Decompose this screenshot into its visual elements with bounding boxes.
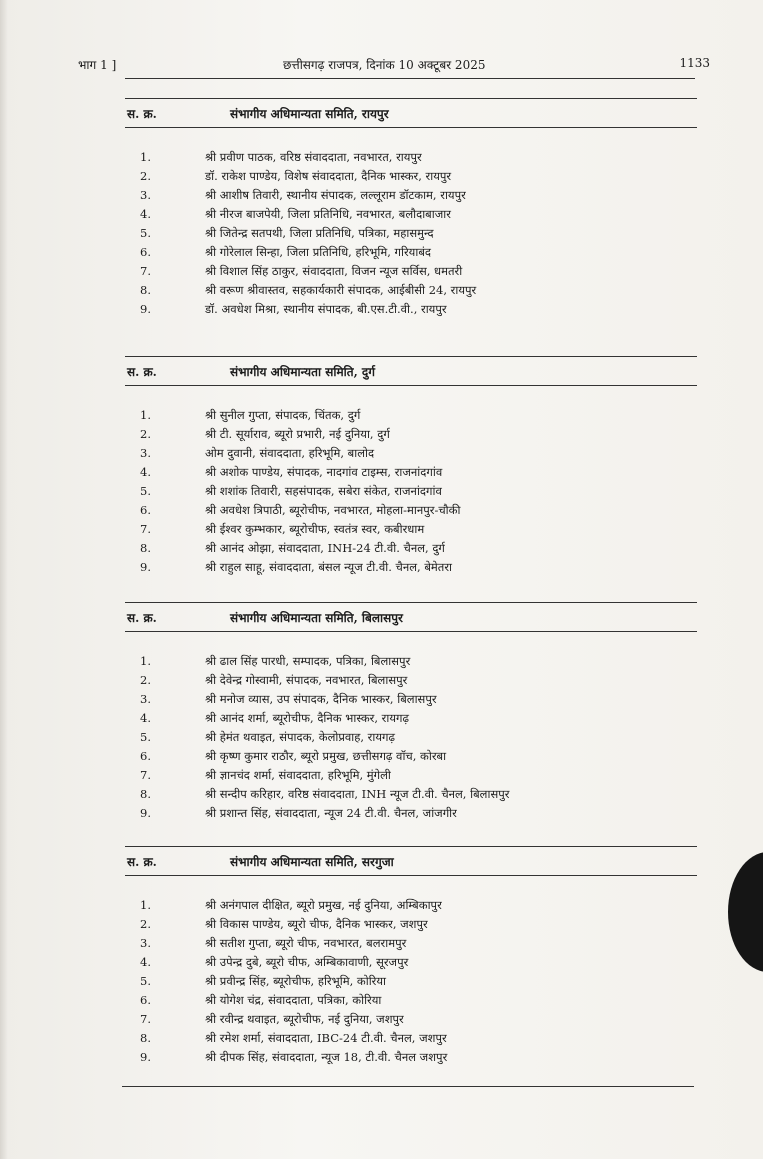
section-header [125, 846, 697, 876]
item-number: 8. [140, 541, 151, 555]
item-text: श्री विकास पाण्डेय, ब्यूरो चीफ, दैनिक भास्कर, जशपुर [205, 917, 428, 931]
member-list [125, 652, 697, 823]
item-number: 6. [140, 503, 151, 517]
member-list [125, 148, 697, 319]
list-item [125, 652, 697, 671]
item-number: 4. [140, 207, 151, 221]
page-edge-shadow [0, 0, 8, 1159]
item-text: श्री ढाल सिंह पारधी, सम्पादक, पत्रिका, बिलासपुर [205, 654, 411, 668]
section-title: संभागीय अधिमान्यता समिति, सरगुजा [230, 855, 394, 869]
item-number: 5. [140, 484, 151, 498]
list-item [125, 896, 697, 915]
item-number: 4. [140, 955, 151, 969]
list-item [125, 501, 697, 520]
item-text: श्री रमेश शर्मा, संवाददाता, IBC-24 टी.वी. चैनल, जशपुर [205, 1031, 447, 1045]
item-text: श्री वरूण श्रीवास्तव, सहकार्यकारी संपादक, आईबीसी 24, रायपुर [205, 283, 477, 297]
list-item [125, 671, 697, 690]
list-item [125, 915, 697, 934]
item-number: 3. [140, 188, 151, 202]
header-rule [125, 78, 695, 79]
serial-number-heading: स. क्र. [127, 611, 157, 625]
item-text: ओम दुवानी, संवाददाता, हरिभूमि, बालोद [205, 446, 375, 460]
item-text: डॉ. अवधेश मिश्रा, स्थानीय संपादक, बी.एस.टी.वी., रायपुर [205, 302, 447, 316]
item-text: श्री टी. सूर्याराव, ब्यूरो प्रभारी, नई दुनिया, दुर्ग [205, 427, 390, 441]
dark-shadow-blob [728, 852, 763, 972]
item-text: श्री नीरज बाजपेयी, जिला प्रतिनिधि, नवभारत, बलौदाबाजार [205, 207, 451, 221]
item-number: 4. [140, 711, 151, 725]
committee-section-durg [125, 356, 697, 577]
list-item [125, 804, 697, 823]
item-number: 3. [140, 692, 151, 706]
section-title: संभागीय अधिमान्यता समिति, रायपुर [230, 107, 389, 121]
list-item [125, 934, 697, 953]
section-header [125, 356, 697, 386]
item-text: श्री सन्दीप करिहार, वरिष्ठ संवाददाता, INH न्यूज टी.वी. चैनल, बिलासपुर [205, 787, 510, 801]
committee-section-bilaspur [125, 602, 697, 823]
item-text: श्री ज्ञानचंद शर्मा, संवाददाता, हरिभूमि, मुंगेली [205, 768, 391, 782]
item-number: 1. [140, 150, 151, 164]
item-number: 6. [140, 993, 151, 1007]
item-text: श्री आनंद ओझा, संवाददाता, INH-24 टी.वी. चैनल, दुर्ग [205, 541, 445, 555]
list-item [125, 953, 697, 972]
list-item [125, 463, 697, 482]
member-list [125, 896, 697, 1067]
list-item [125, 482, 697, 501]
list-item [125, 972, 697, 991]
item-text: श्री प्रशान्त सिंह, संवाददाता, न्यूज 24 टी.वी. चैनल, जांजगीर [205, 806, 457, 820]
item-number: 8. [140, 1031, 151, 1045]
list-item [125, 205, 697, 224]
item-number: 8. [140, 787, 151, 801]
item-text: श्री शशांक तिवारी, सहसंपादक, सबेरा संकेत, राजनांदगांव [205, 484, 442, 498]
member-list [125, 406, 697, 577]
item-text: श्री अवधेश त्रिपाठी, ब्यूरोचीफ, नवभारत, मोहला-मानपुर-चौकी [205, 503, 461, 517]
list-item [125, 747, 697, 766]
header-part-label: भाग 1 ] [78, 58, 117, 72]
list-item [125, 243, 697, 262]
list-item [125, 766, 697, 785]
item-number: 5. [140, 226, 151, 240]
item-text: श्री सतीश गुप्ता, ब्यूरो चीफ, नवभारत, बलरामपुर [205, 936, 407, 950]
item-text: श्री मनोज व्यास, उप संपादक, दैनिक भास्कर, बिलासपुर [205, 692, 437, 706]
bottom-rule [122, 1086, 694, 1087]
header-gazette-title: छत्तीसगढ़ राजपत्र, दिनांक 10 अक्टूबर 2025 [283, 58, 486, 72]
item-text: श्री आनंद शर्मा, ब्यूरोचीफ, दैनिक भास्कर, रायगढ़ [205, 711, 409, 725]
list-item [125, 709, 697, 728]
list-item [125, 991, 697, 1010]
list-item [125, 558, 697, 577]
item-number: 5. [140, 974, 151, 988]
item-text: डॉ. राकेश पाण्डेय, विशेष संवाददाता, दैनिक भास्कर, रायपुर [205, 169, 452, 183]
item-text: श्री दीपक सिंह, संवाददाता, न्यूज 18, टी.वी. चैनल जशपुर [205, 1050, 448, 1064]
serial-number-heading: स. क्र. [127, 855, 157, 869]
item-text: श्री देवेन्द्र गोस्वामी, संपादक, नवभारत, बिलासपुर [205, 673, 408, 687]
item-number: 9. [140, 1050, 151, 1064]
item-text: श्री विशाल सिंह ठाकुर, संवाददाता, विजन न्यूज सर्विस, धमतरी [205, 264, 463, 278]
list-item [125, 148, 697, 167]
committee-section-raipur [125, 98, 697, 319]
item-number: 7. [140, 1012, 151, 1026]
item-number: 2. [140, 917, 151, 931]
item-number: 5. [140, 730, 151, 744]
item-text: श्री अशोक पाण्डेय, संपादक, नादगांव टाइम्स, राजनांदगांव [205, 465, 443, 479]
item-text: श्री गोरेलाल सिन्हा, जिला प्रतिनिधि, हरिभूमि, गरियाबंद [205, 245, 432, 259]
item-number: 1. [140, 408, 151, 422]
item-number: 3. [140, 446, 151, 460]
item-number: 1. [140, 898, 151, 912]
list-item [125, 539, 697, 558]
list-item [125, 167, 697, 186]
item-number: 1. [140, 654, 151, 668]
item-number: 4. [140, 465, 151, 479]
list-item [125, 728, 697, 747]
item-number: 2. [140, 427, 151, 441]
serial-number-heading: स. क्र. [127, 107, 157, 121]
item-text: श्री जितेन्द्र सतपथी, जिला प्रतिनिधि, पत्रिका, महासमुन्द [205, 226, 434, 240]
section-title: संभागीय अधिमान्यता समिति, बिलासपुर [230, 611, 403, 625]
list-item [125, 520, 697, 539]
item-text: श्री अनंगपाल दीक्षित, ब्यूरो प्रमुख, नई दुनिया, अम्बिकापुर [205, 898, 442, 912]
item-number: 3. [140, 936, 151, 950]
item-number: 2. [140, 169, 151, 183]
list-item [125, 1010, 697, 1029]
item-number: 8. [140, 283, 151, 297]
list-item [125, 444, 697, 463]
item-number: 9. [140, 302, 151, 316]
item-text: श्री सुनील गुप्ता, संपादक, चिंतक, दुर्ग [205, 408, 361, 422]
item-number: 7. [140, 522, 151, 536]
header-page-number: 1133 [679, 56, 710, 70]
page-header [78, 54, 710, 76]
item-number: 9. [140, 560, 151, 574]
item-number: 6. [140, 749, 151, 763]
item-text: श्री हेमंत थवाइत, संपादक, केलोप्रवाह, रायगढ़ [205, 730, 395, 744]
item-text: श्री ईश्वर कुम्भकार, ब्यूरोचीफ, स्वतंत्र स्वर, कबीरधाम [205, 522, 425, 536]
committee-section-sarguja [125, 846, 697, 1067]
item-text: श्री राहुल साहू, संवाददाता, बंसल न्यूज टी.वी. चैनल, बेमेतरा [205, 560, 452, 574]
item-text: श्री रवीन्द्र थवाइत, ब्यूरोचीफ, नई दुनिया, जशपुर [205, 1012, 404, 1026]
item-text: श्री कृष्ण कुमार राठौर, ब्यूरो प्रमुख, छत्तीसगढ़ वॉच, कोरबा [205, 749, 447, 763]
list-item [125, 186, 697, 205]
list-item [125, 690, 697, 709]
item-number: 7. [140, 768, 151, 782]
item-text: श्री आशीष तिवारी, स्थानीय संपादक, लल्लूराम डॉटकाम, रायपुर [205, 188, 466, 202]
list-item [125, 281, 697, 300]
list-item [125, 262, 697, 281]
section-title: संभागीय अधिमान्यता समिति, दुर्ग [230, 365, 376, 379]
section-header [125, 98, 697, 128]
list-item [125, 224, 697, 243]
list-item [125, 1048, 697, 1067]
list-item [125, 425, 697, 444]
list-item [125, 785, 697, 804]
item-text: श्री योगेश चंद्र, संवाददाता, पत्रिका, कोरिया [205, 993, 382, 1007]
list-item [125, 1029, 697, 1048]
item-number: 6. [140, 245, 151, 259]
item-text: श्री उपेन्द्र दुबे, ब्यूरो चीफ, अम्बिकावाणी, सूरजपुर [205, 955, 409, 969]
item-text: श्री प्रवीन्द्र सिंह, ब्यूरोचीफ, हरिभूमि, कोरिया [205, 974, 387, 988]
item-number: 7. [140, 264, 151, 278]
item-number: 9. [140, 806, 151, 820]
item-text: श्री प्रवीण पाठक, वरिष्ठ संवाददाता, नवभारत, रायपुर [205, 150, 422, 164]
list-item [125, 300, 697, 319]
section-header [125, 602, 697, 632]
list-item [125, 406, 697, 425]
serial-number-heading: स. क्र. [127, 365, 157, 379]
item-number: 2. [140, 673, 151, 687]
